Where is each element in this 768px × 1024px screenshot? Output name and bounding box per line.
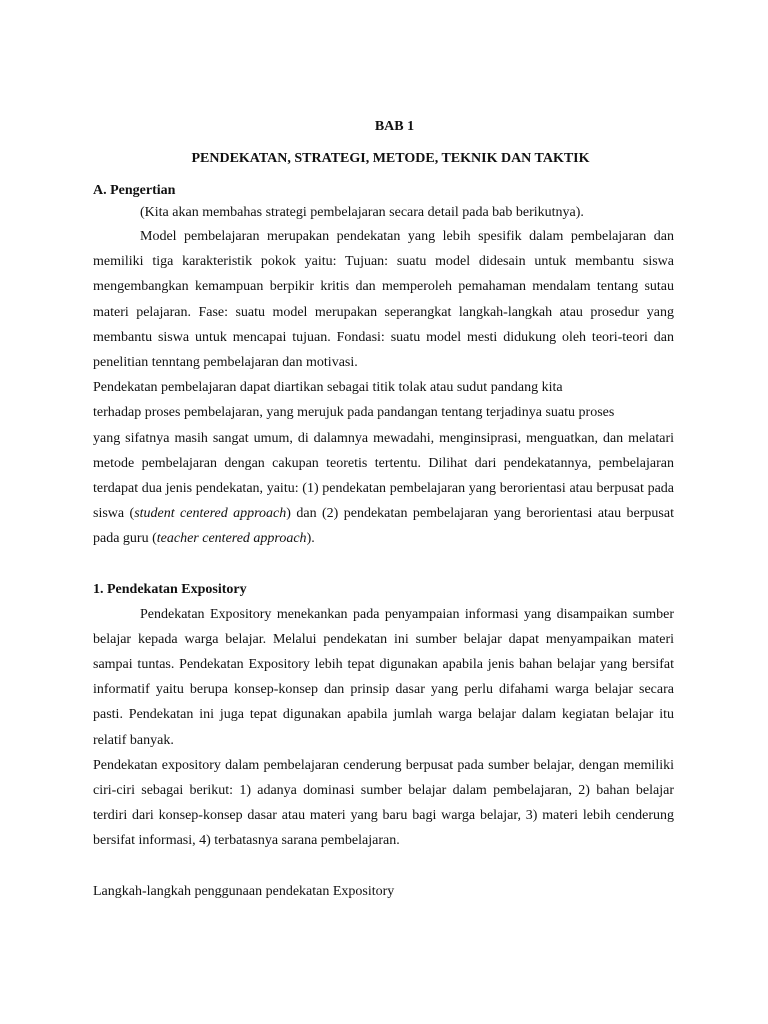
steps-label: Langkah-langkah penggunaan pendekatan Expository xyxy=(93,883,395,899)
paragraph-text-segment: yang sifatnya masih sangat umum, di dalamnya mewadahi, menginsiprasi, menguatkan, dan melatari metode pembelajaran dengan cakupan teoretis tertentu. Dilihat dari pendekatannya, pembelajaran terdapat dua jenis pendekatan, yaitu: (1) pendekatan pembelajaran yang berorientasi atau berpusat pada siswa ( xyxy=(93,430,674,522)
paragraph-text xyxy=(93,426,674,552)
italic-term-student: student centered approach xyxy=(134,506,287,522)
document-body xyxy=(93,116,674,904)
paragraph-text-segment: ) dan (2) pendekatan pembelajaran yang berorientasi atau berpusat pada guru ( xyxy=(93,506,674,547)
paragraph-line: terhadap proses pembelajaran, yang merujuk pada pandangan tentang terjadinya suatu proses xyxy=(93,405,615,421)
paragraph-text-segment: ). xyxy=(306,531,315,547)
italic-term-teacher: teacher centered approach xyxy=(156,531,307,547)
section-heading-expository: 1. Pendekatan Expository xyxy=(93,581,247,597)
paragraph-expository-intro: Pendekatan Expository menekankan pada penyampaian informasi yang disampaikan sumber belajar kepada warga belajar. Melalui pendekatan ini sumber belajar dapat menyampaikan materi sampai tuntas. Pendekatan Expository lebih tepat digunakan apabila jenis bahan belajar yang bersifat informatif yaitu berupa konsep-konsep dan prinsip dasar yang perlu difahami warga belajar secara pasti. Pendekatan ini juga tepat digunakan apabila jumlah warga belajar dalam kegiatan belajar itu relatif banyak. xyxy=(93,606,674,748)
section-note: (Kita akan membahas strategi pembelajaran secara detail pada bab berikutnya). xyxy=(140,205,584,220)
paragraph-pendekatan-pembelajaran xyxy=(93,375,674,551)
chapter-label: BAB 1 xyxy=(374,119,415,134)
paragraph-model-pembelajaran: Model pembelajaran merupakan pendekatan yang lebih spesifik dalam pembelajaran dan memiliki tiga karakteristik pokok yaitu: Tujuan: suatu model didesain untuk membantu siswa mengembangkan kemampuan berpikir kritis dan memperoleh pemahaman mendalam tentang sutau materi pelajaran. Fase: suatu model merupakan seperangkat langkah-langkah atau prosedur yang membantu siswa untuk mencapai tujuan. Fondasi: suatu model mesti didukung oleh teori-teori dan penelitian tenntang pembelajaran dan motivasi. xyxy=(93,229,674,371)
chapter-title: PENDEKATAN, STRATEGI, METODE, TEKNIK DAN TAKTIK xyxy=(191,151,590,166)
section-heading-pengertian: A. Pengertian xyxy=(93,183,176,198)
paragraph-expository-ciri: Pendekatan expository dalam pembelajaran cenderung berpusat pada sumber belajar, dengan memiliki ciri-ciri sebagai berikut: 1) adanya dominasi sumber belajar dalam pembelajaran, 2) bahan belajar terdiri dari konsep-konsep dasar atau materi yang baru bagi warga belajar, 3) materi lebih cenderung bersifat informasi, 4) terbatasnya sarana pembelajaran. xyxy=(93,757,674,849)
paragraph-line: Pendekatan pembelajaran dapat diartikan sebagai titik tolak atau sudut pandang kita xyxy=(93,380,563,396)
